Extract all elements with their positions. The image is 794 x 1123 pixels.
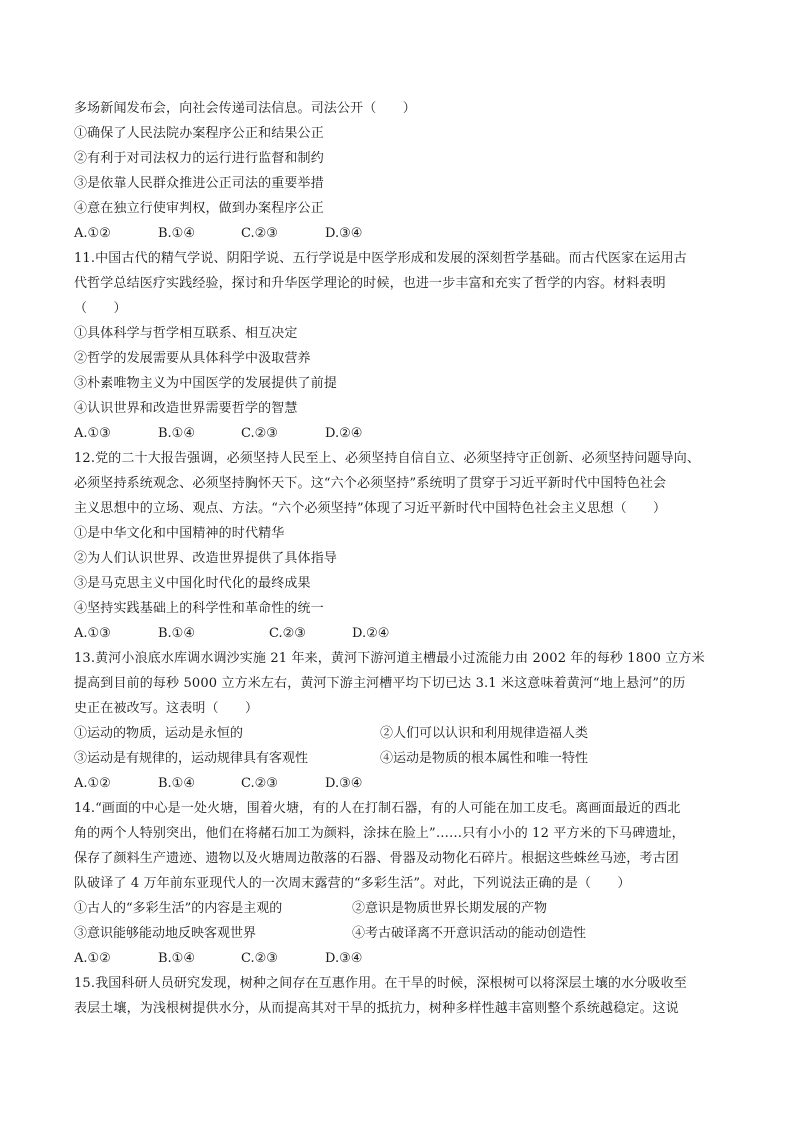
answer-options <box>74 421 724 446</box>
option-b: B.①④ <box>158 226 195 241</box>
statement-row <box>74 746 724 771</box>
option-c: C.②③ <box>269 626 306 641</box>
question-stem-line: 12.党的二十大报告强调，必须坚持人民至上、必须坚持自信自立、必须坚持守正创新、必须坚持问题导向、 <box>74 451 701 466</box>
statement-1: ①运动的物质，运动是永恒的 <box>74 726 244 741</box>
answer-options <box>74 621 724 646</box>
option-a: A.①③ <box>74 626 111 641</box>
option-a: A.①② <box>74 776 111 791</box>
statement-3: ③是依靠人民群众推进公正司法的重要举措 <box>74 176 324 191</box>
question-12 <box>74 446 724 646</box>
question-stem-line: 提高到目前的每秒 5000 立方米左右，黄河下游主河槽平均下切已达 3.1 米这意味着黄河“地上悬河”的历 <box>74 676 686 691</box>
option-d: D.②④ <box>352 626 390 641</box>
statement-2: ②人们可以认识和利用规律造福人类 <box>380 726 589 741</box>
question-stem-line: 14.“画面的中心是一处火塘，围着火塘，有的人在打制石器，有的人可能在加工皮毛。离画面最近的西北 <box>74 801 681 816</box>
statement-4: ④坚持实践基础上的科学性和革命性的统一 <box>74 601 324 616</box>
answer-options <box>74 771 724 796</box>
statement-2: ②意识是物质世界长期发展的产物 <box>352 901 548 916</box>
question-stem-line: 保存了颜料生产遗迹、遗物以及火塘周边散落的石器、骨器及动物化石碎片。根据这些蛛丝马迹，考古团 <box>74 851 679 866</box>
option-b: B.①④ <box>158 776 195 791</box>
statement-1: ①具体科学与哲学相互联系、相互决定 <box>74 326 298 341</box>
statement-2: ②哲学的发展需要从具体科学中汲取营养 <box>74 351 311 366</box>
option-c: C.②③ <box>241 226 278 241</box>
option-b: B.①④ <box>158 426 195 441</box>
question-stem-line: 角的两个人特别突出，他们在将赭石加工为颜料，涂抹在脸上”……只有小小的 12 平方米的下马碑遗址， <box>74 826 685 841</box>
option-c: C.②③ <box>241 951 278 966</box>
option-c: C.②③ <box>241 426 278 441</box>
question-stem-line: 队破译了 4 万年前东亚现代人的一次周末露营的“多彩生活”。对此，下列说法正确的是（ ） <box>74 876 631 891</box>
question-stem-line: 代哲学总结医疗实践经验，探讨和升华医学理论的时候，也进一步丰富和充实了哲学的内容。材料表明 <box>74 276 666 291</box>
exam-page <box>74 96 724 1021</box>
statement-1: ①古人的“多彩生活”的内容是主观的 <box>74 901 283 916</box>
option-d: D.③④ <box>325 776 363 791</box>
statement-2: ②为人们认识世界、改造世界提供了具体指导 <box>74 551 338 566</box>
question-stem-line: 多场新闻发布会，向社会传递司法信息。司法公开（ ） <box>74 101 416 116</box>
question-stem-line: 表层土壤，为浅根树提供水分，从而提高其对干旱的抵抗力，树种多样性越丰富则整个系统越稳定。这说 <box>74 1001 679 1016</box>
option-a: A.①② <box>74 951 111 966</box>
question-stem-line: （ ） <box>74 301 127 316</box>
statement-3: ③运动是有规律的，运动规律具有客观性 <box>74 751 309 766</box>
statement-4: ④认识世界和改造世界需要哲学的智慧 <box>74 401 298 416</box>
answer-options <box>74 946 724 971</box>
statement-3: ③意识能够能动地反映客观世界 <box>74 926 257 941</box>
statement-row <box>74 721 724 746</box>
statement-2: ②有利于对司法权力的运行进行监督和制约 <box>74 151 324 166</box>
answer-options <box>74 221 724 246</box>
statement-1: ①确保了人民法院办案程序公正和结果公正 <box>74 126 324 141</box>
question-stem-line: 11.中国古代的精气学说、阴阳学说、五行学说是中医学形成和发展的深刻哲学基础。而古代医家在运用古 <box>74 251 687 266</box>
question-stem-line: 主义思想中的立场、观点、方法。“六个必须坚持”体现了习近平新时代中国特色社会主义思想（ ） <box>74 501 667 516</box>
option-b: B.①④ <box>158 951 195 966</box>
statement-3: ③是马克思主义中国化时代化的最终成果 <box>74 576 311 591</box>
statement-row <box>74 921 724 946</box>
option-a: A.①② <box>74 226 111 241</box>
option-d: D.②④ <box>325 426 363 441</box>
question-10-continuation <box>74 96 724 246</box>
statement-4: ④考古破译离不开意识活动的能动创造性 <box>352 926 587 941</box>
question-stem-line: 必须坚持系统观念、必须坚持胸怀天下。这“六个必须坚持”系统明了贯穿于习近平新时代中国特色社会 <box>74 476 667 491</box>
question-stem-line: 15.我国科研人员研究发现，树种之间存在互惠作用。在干旱的时候，深根树可以将深层土壤的水分吸收至 <box>74 976 687 991</box>
statement-4: ④意在独立行使审判权，做到办案程序公正 <box>74 201 324 216</box>
question-15 <box>74 971 724 1021</box>
option-c: C.②③ <box>241 776 278 791</box>
option-d: D.③④ <box>325 226 363 241</box>
statement-3: ③朴素唯物主义为中国医学的发展提供了前提 <box>74 376 338 391</box>
option-b: B.①④ <box>158 626 195 641</box>
question-14 <box>74 796 724 971</box>
question-13 <box>74 646 724 796</box>
statement-row <box>74 896 724 921</box>
statement-4: ④运动是物质的根本属性和唯一特性 <box>380 751 589 766</box>
question-stem-line: 史正在被改写。这表明（ ） <box>74 701 259 716</box>
option-a: A.①③ <box>74 426 111 441</box>
question-11 <box>74 246 724 446</box>
option-d: D.③④ <box>325 951 363 966</box>
statement-1: ①是中华文化和中国精神的时代精华 <box>74 526 285 541</box>
question-stem-line: 13.黄河小浪底水库调水调沙实施 21 年来，黄河下游河道主槽最小过流能力由 2002 年的每秒 1800 立方米 <box>74 651 705 666</box>
